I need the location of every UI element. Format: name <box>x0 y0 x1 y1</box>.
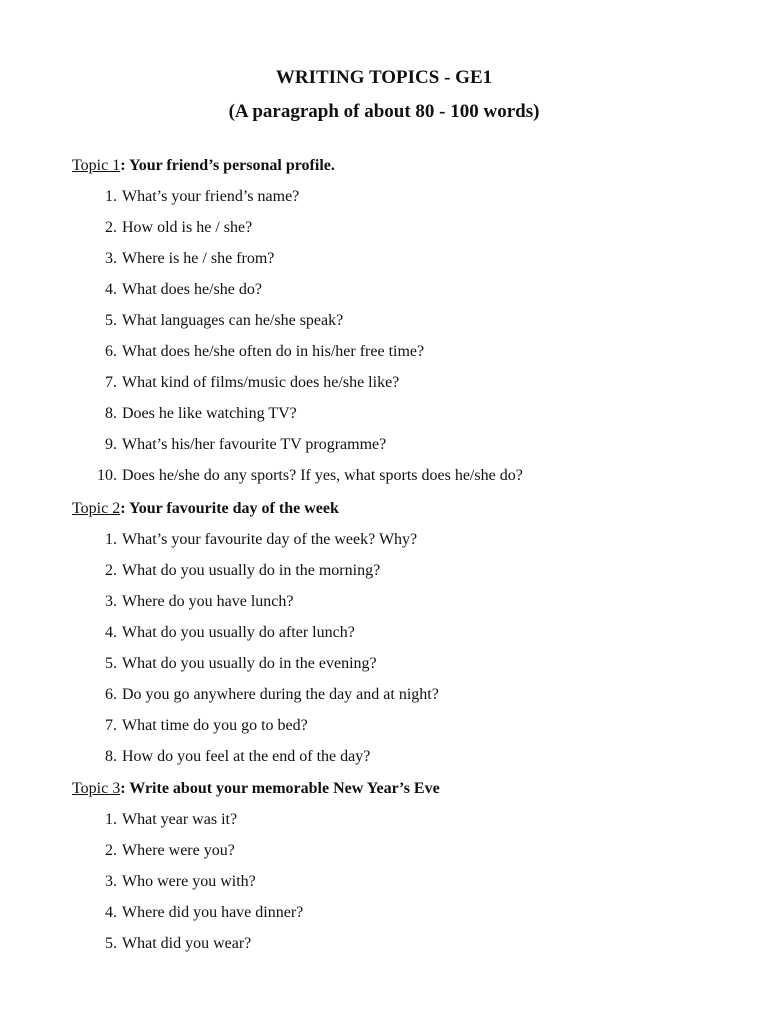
question-text: Do you go anywhere during the day and at night? <box>122 686 439 703</box>
question-text: Who were you with? <box>122 873 256 890</box>
question-number: 6. <box>105 343 117 360</box>
question-text: What do you usually do in the morning? <box>122 562 381 579</box>
list-item <box>92 280 262 300</box>
list-item <box>92 342 424 362</box>
question-text: Where do you have lunch? <box>122 593 294 610</box>
question-number: 8. <box>105 748 117 765</box>
question-text: What’s your friend’s name? <box>122 188 300 205</box>
question-text: What year was it? <box>122 811 238 828</box>
question-text: Does he/she do any sports? If yes, what sports does he/she do? <box>122 467 523 484</box>
question-number: 7. <box>105 717 117 734</box>
topic-2-title: : Your favourite day of the week <box>120 500 339 517</box>
topic-1-heading <box>72 156 335 176</box>
question-text: Does he like watching TV? <box>122 405 297 422</box>
list-item <box>92 716 308 736</box>
page-title: WRITING TOPICS - GE1 <box>275 67 493 88</box>
page-subtitle: (A paragraph of about 80 - 100 words) <box>228 101 540 122</box>
question-number: 3. <box>105 873 117 890</box>
question-number: 2. <box>105 562 117 579</box>
list-item <box>92 903 303 923</box>
list-item <box>92 530 417 550</box>
question-number: 5. <box>105 935 117 952</box>
list-item <box>92 810 237 830</box>
question-text: How do you feel at the end of the day? <box>122 748 371 765</box>
list-item <box>92 841 235 861</box>
question-text: What does he/she often do in his/her free time? <box>122 343 425 360</box>
question-number: 1. <box>105 188 117 205</box>
question-number: 2. <box>105 842 117 859</box>
question-number: 3. <box>105 593 117 610</box>
question-number: 10. <box>97 467 117 484</box>
question-text: Where did you have dinner? <box>122 904 304 921</box>
question-number: 5. <box>105 312 117 329</box>
topic-3-label: Topic 3 <box>72 780 121 797</box>
question-text: What languages can he/she speak? <box>122 312 344 329</box>
question-number: 3. <box>105 250 117 267</box>
question-number: 7. <box>105 374 117 391</box>
list-item <box>92 218 252 238</box>
question-number: 1. <box>105 811 117 828</box>
question-number: 6. <box>105 686 117 703</box>
question-text: What kind of films/music does he/she like? <box>122 374 400 391</box>
question-number: 5. <box>105 655 117 672</box>
question-text: Where is he / she from? <box>122 250 275 267</box>
topic-1-title: : Your friend’s personal profile. <box>120 157 335 174</box>
list-item <box>92 934 251 954</box>
list-item <box>92 747 370 767</box>
list-item <box>92 592 293 612</box>
question-number: 4. <box>105 624 117 641</box>
list-item <box>92 872 256 892</box>
question-text: What does he/she do? <box>122 281 262 298</box>
question-text: How old is he / she? <box>122 219 253 236</box>
list-item <box>92 311 343 331</box>
question-text: Where were you? <box>122 842 235 859</box>
list-item <box>92 466 523 486</box>
list-item <box>92 654 377 674</box>
list-item <box>92 404 297 424</box>
list-item <box>92 435 386 455</box>
question-number: 4. <box>105 904 117 921</box>
question-text: What’s your favourite day of the week? Why? <box>122 531 418 548</box>
question-text: What’s his/her favourite TV programme? <box>122 436 387 453</box>
question-number: 1. <box>105 531 117 548</box>
topic-3-title: : Write about your memorable New Year’s Eve <box>120 780 440 797</box>
question-number: 9. <box>105 436 117 453</box>
topic-3-heading <box>72 779 440 799</box>
question-text: What do you usually do in the evening? <box>122 655 377 672</box>
topic-1-label: Topic 1 <box>72 157 121 174</box>
list-item <box>92 623 355 643</box>
topic-2-label: Topic 2 <box>72 500 121 517</box>
question-text: What do you usually do after lunch? <box>122 624 355 641</box>
list-item <box>92 561 380 581</box>
question-number: 4. <box>105 281 117 298</box>
topic-2-heading <box>72 499 339 519</box>
question-text: What did you wear? <box>122 935 252 952</box>
list-item <box>92 249 274 269</box>
question-text: What time do you go to bed? <box>122 717 308 734</box>
list-item <box>92 187 299 207</box>
question-number: 8. <box>105 405 117 422</box>
list-item <box>92 373 399 393</box>
list-item <box>92 685 439 705</box>
question-number: 2. <box>105 219 117 236</box>
